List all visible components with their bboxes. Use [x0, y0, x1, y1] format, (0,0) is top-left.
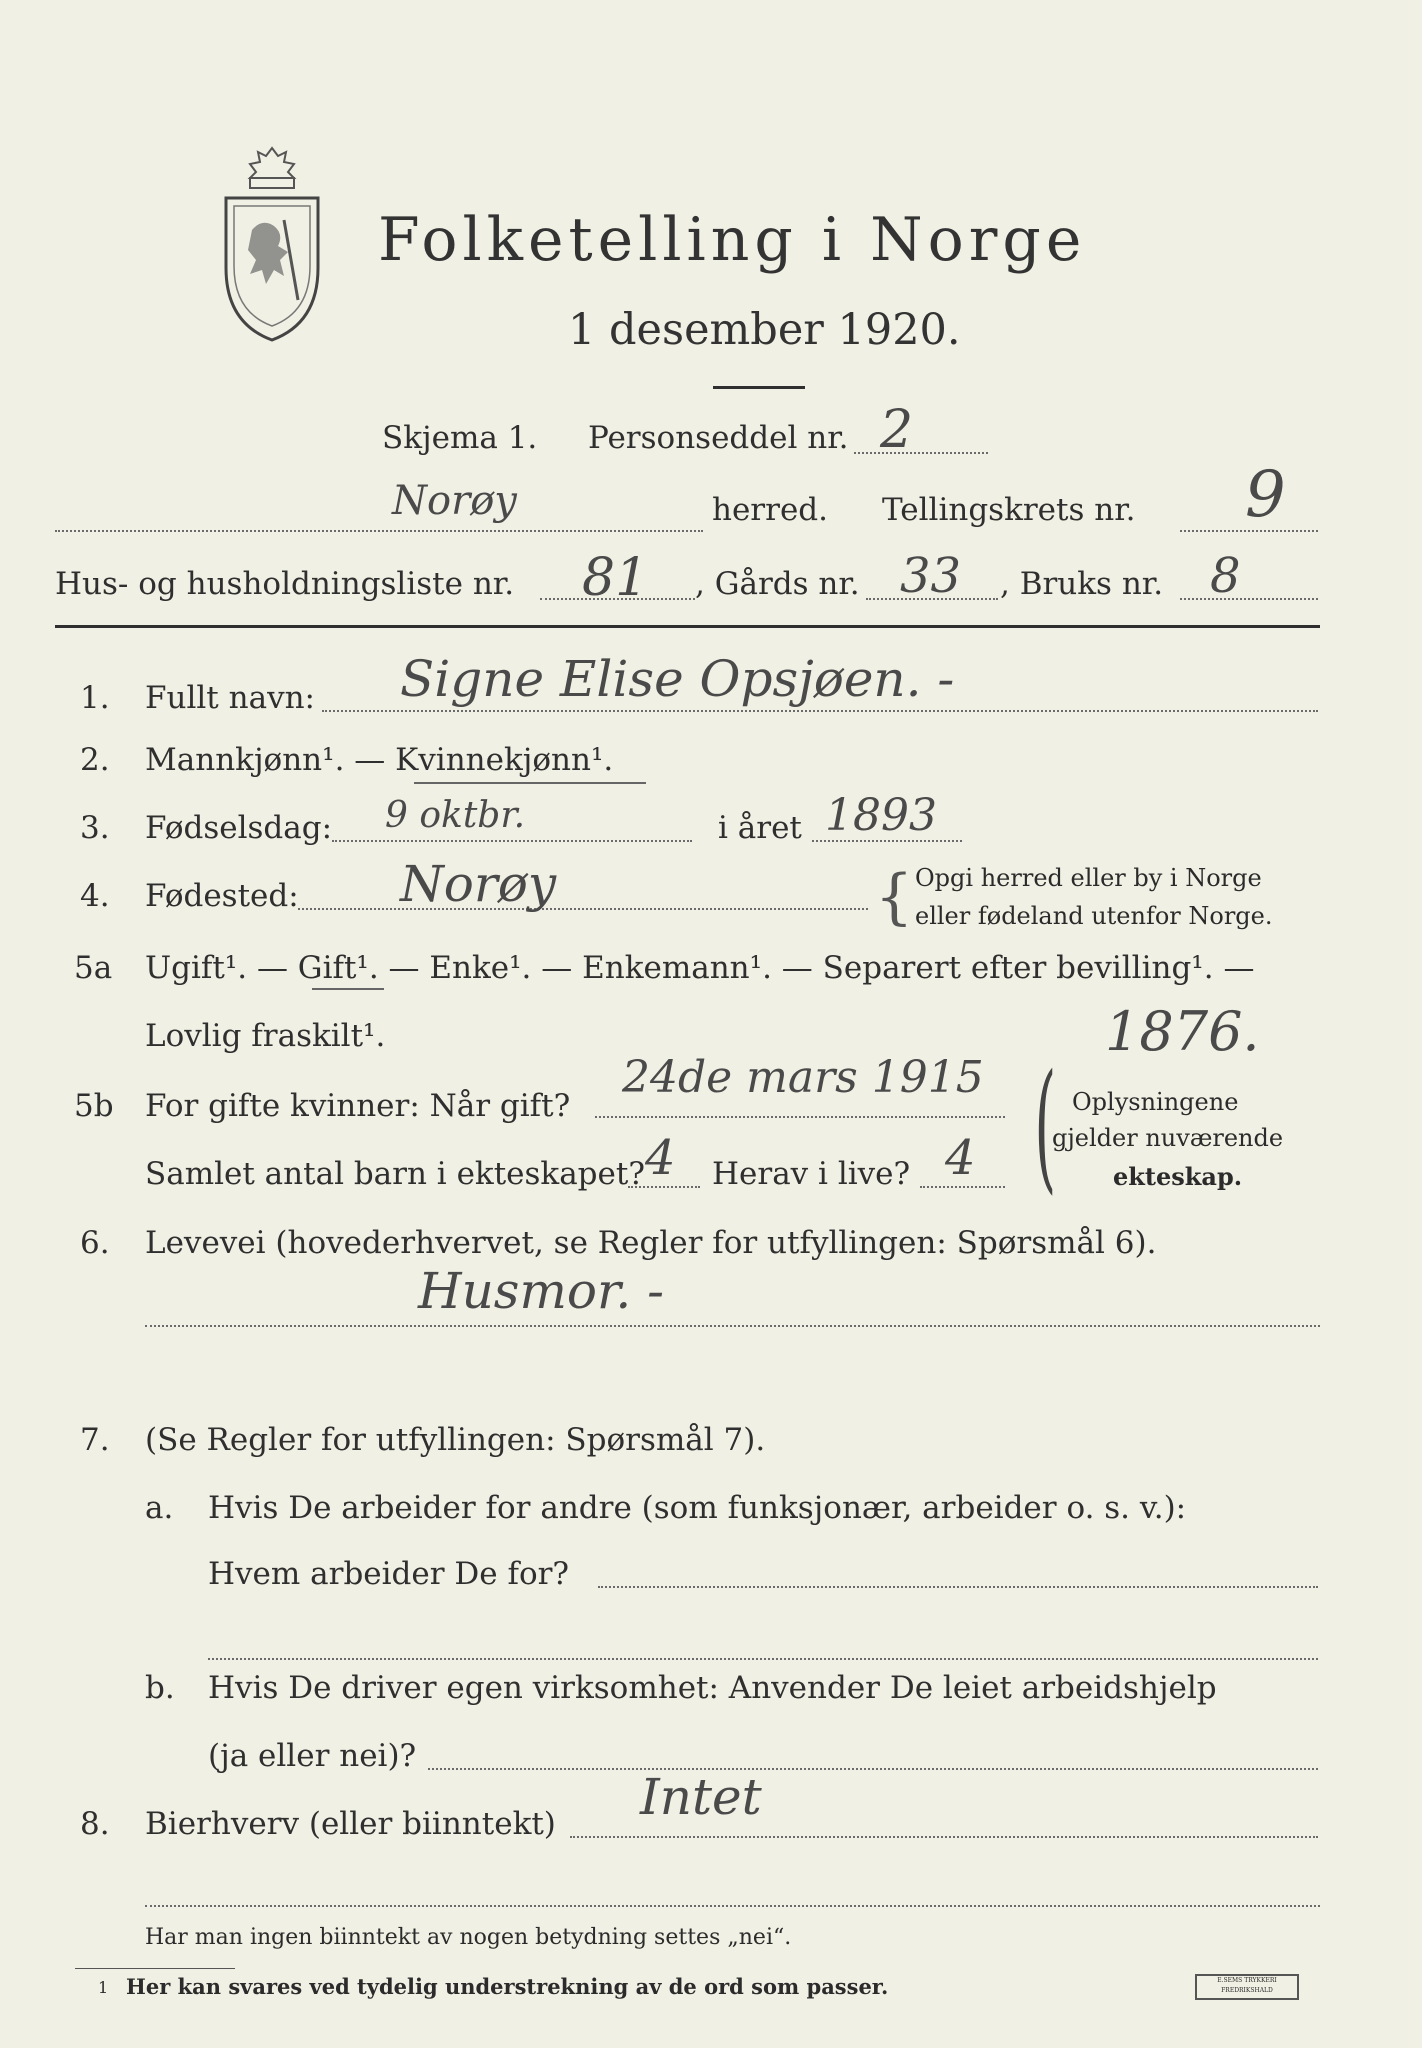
- q3-label: Fødselsdag:: [145, 810, 333, 846]
- full-name-value[interactable]: Signe Elise Opsjøen. -: [400, 650, 955, 708]
- q7a-dotted-line[interactable]: [598, 1586, 1318, 1588]
- q1-label: Fullt navn:: [145, 680, 315, 716]
- footer-note: Har man ingen biinntekt av nogen betydning settes „nei“.: [145, 1925, 792, 1950]
- year-label: i året: [718, 810, 802, 846]
- q7a-line1: Hvis De arbeider for andre (som funksjonær, arbeider o. s. v.):: [208, 1490, 1187, 1526]
- gards-value[interactable]: 33: [900, 548, 962, 604]
- tellingskrets-value[interactable]: 9: [1245, 458, 1286, 532]
- q4-number: 4.: [80, 878, 110, 914]
- q6-dotted-line: [145, 1325, 1320, 1327]
- q7b-line2: (ja eller nei)?: [208, 1738, 417, 1774]
- herred-label: herred.: [712, 492, 828, 528]
- footnote-number: 1: [98, 1978, 109, 1997]
- printer-stamp: E.SEMS TRYKKERI FREDRIKSHALD: [1195, 1974, 1299, 2000]
- q5a-number: 5a: [74, 950, 113, 986]
- kvinnekjonn-underline: [414, 782, 646, 784]
- skjema-label: Skjema 1.: [382, 420, 538, 456]
- bruks-value[interactable]: 8: [1210, 548, 1241, 604]
- gards-label: , Gårds nr.: [695, 566, 860, 602]
- title-divider: [713, 386, 805, 389]
- birth-year-value[interactable]: 1893: [825, 790, 937, 841]
- q4-brace: {: [875, 862, 914, 932]
- marital-annotation: 1876.: [1105, 1000, 1260, 1063]
- marital-status-options: Ugift¹. — Gift¹. — Enke¹. — Enkemann¹. — Separert efter bevilling¹. —: [145, 950, 1255, 986]
- herred-dotted-line: [55, 530, 703, 532]
- married-date-value[interactable]: 24de mars 1915: [622, 1052, 984, 1103]
- occupation-value[interactable]: Husmor. -: [418, 1262, 665, 1320]
- children-count-value[interactable]: 4: [645, 1130, 676, 1186]
- q7b-number: b.: [145, 1670, 175, 1706]
- hus-label: Hus- og husholdningsliste nr.: [55, 566, 515, 602]
- q6-label: Levevei (hovederhvervet, se Regler for utfyllingen: Spørsmål 6).: [145, 1225, 1157, 1261]
- footnote-text: Her kan svares ved tydelig understrekning av de ord som passer.: [126, 1974, 889, 1999]
- side-income-value[interactable]: Intet: [640, 1768, 762, 1826]
- sex-options: Mannkjønn¹. — Kvinnekjønn¹.: [145, 742, 614, 778]
- bruks-dotted-line: [1180, 598, 1318, 600]
- personseddel-value[interactable]: 2: [880, 400, 914, 460]
- hus-value[interactable]: 81: [582, 548, 649, 608]
- personseddel-label: Personseddel nr.: [588, 420, 849, 456]
- q7a-number: a.: [145, 1490, 174, 1526]
- tellingskrets-label: Tellingskrets nr.: [882, 492, 1136, 528]
- personseddel-dotted-line: [854, 452, 988, 454]
- q5b-number: 5b: [74, 1088, 114, 1124]
- children-alive-value[interactable]: 4: [945, 1130, 976, 1186]
- q5b-note-line3: ekteskap.: [1113, 1162, 1243, 1191]
- q8-number: 8.: [80, 1806, 110, 1842]
- q8-dotted-line: [570, 1836, 1318, 1838]
- q1-dotted-line: [322, 710, 1318, 712]
- herred-value[interactable]: Norøy: [392, 478, 517, 524]
- alive-label: Herav i live?: [712, 1156, 911, 1192]
- q7a-dotted-line-2[interactable]: [208, 1658, 1318, 1660]
- married-date-label: For gifte kvinner: Når gift?: [145, 1088, 571, 1124]
- q8-dotted-line-2: [145, 1905, 1320, 1907]
- coat-of-arms-emblem: [212, 140, 332, 350]
- q7b-dotted-line[interactable]: [428, 1768, 1318, 1770]
- gift-underline: [312, 988, 384, 990]
- form-title: Folketelling i Norge: [378, 205, 1087, 275]
- footnote-rule: [75, 1968, 235, 1969]
- q8-label: Bierhverv (eller biinntekt): [145, 1806, 556, 1842]
- q1-number: 1.: [80, 680, 110, 716]
- q5b-note-line1: Oplysningene: [1072, 1088, 1239, 1116]
- q2-number: 2.: [80, 742, 110, 778]
- marital-status-line2: Lovlig fraskilt¹.: [145, 1018, 386, 1054]
- bruks-label: , Bruks nr.: [1000, 566, 1164, 602]
- q3-dotted-line: [332, 840, 692, 842]
- q4-note-line1: Opgi herred eller by i Norge: [915, 864, 1262, 892]
- header-rule: [55, 625, 1320, 628]
- birthdate-value[interactable]: 9 oktbr.: [385, 795, 526, 836]
- q5b-bracket: (: [1034, 1045, 1057, 1208]
- married-date-dotted-line: [595, 1116, 1005, 1118]
- q5b-note-line2: gjelder nuværende: [1052, 1124, 1284, 1152]
- q4-label: Fødested:: [145, 878, 299, 914]
- q7a-line2: Hvem arbeider De for?: [208, 1556, 570, 1592]
- alive-dotted-line: [920, 1186, 1005, 1188]
- q7-label: (Se Regler for utfyllingen: Spørsmål 7).: [145, 1422, 766, 1458]
- q7b-line1: Hvis De driver egen virksomhet: Anvender De leiet arbeidshjelp: [208, 1670, 1217, 1706]
- form-date: 1 desember 1920.: [568, 305, 961, 355]
- q3-number: 3.: [80, 810, 110, 846]
- q4-dotted-line: [298, 908, 868, 910]
- children-label: Samlet antal barn i ekteskapet?: [145, 1156, 645, 1192]
- birthplace-value[interactable]: Norøy: [400, 855, 557, 913]
- children-dotted-line: [628, 1186, 700, 1188]
- q7-number: 7.: [80, 1422, 110, 1458]
- q4-note-line2: eller fødeland utenfor Norge.: [915, 902, 1273, 930]
- q6-number: 6.: [80, 1225, 110, 1261]
